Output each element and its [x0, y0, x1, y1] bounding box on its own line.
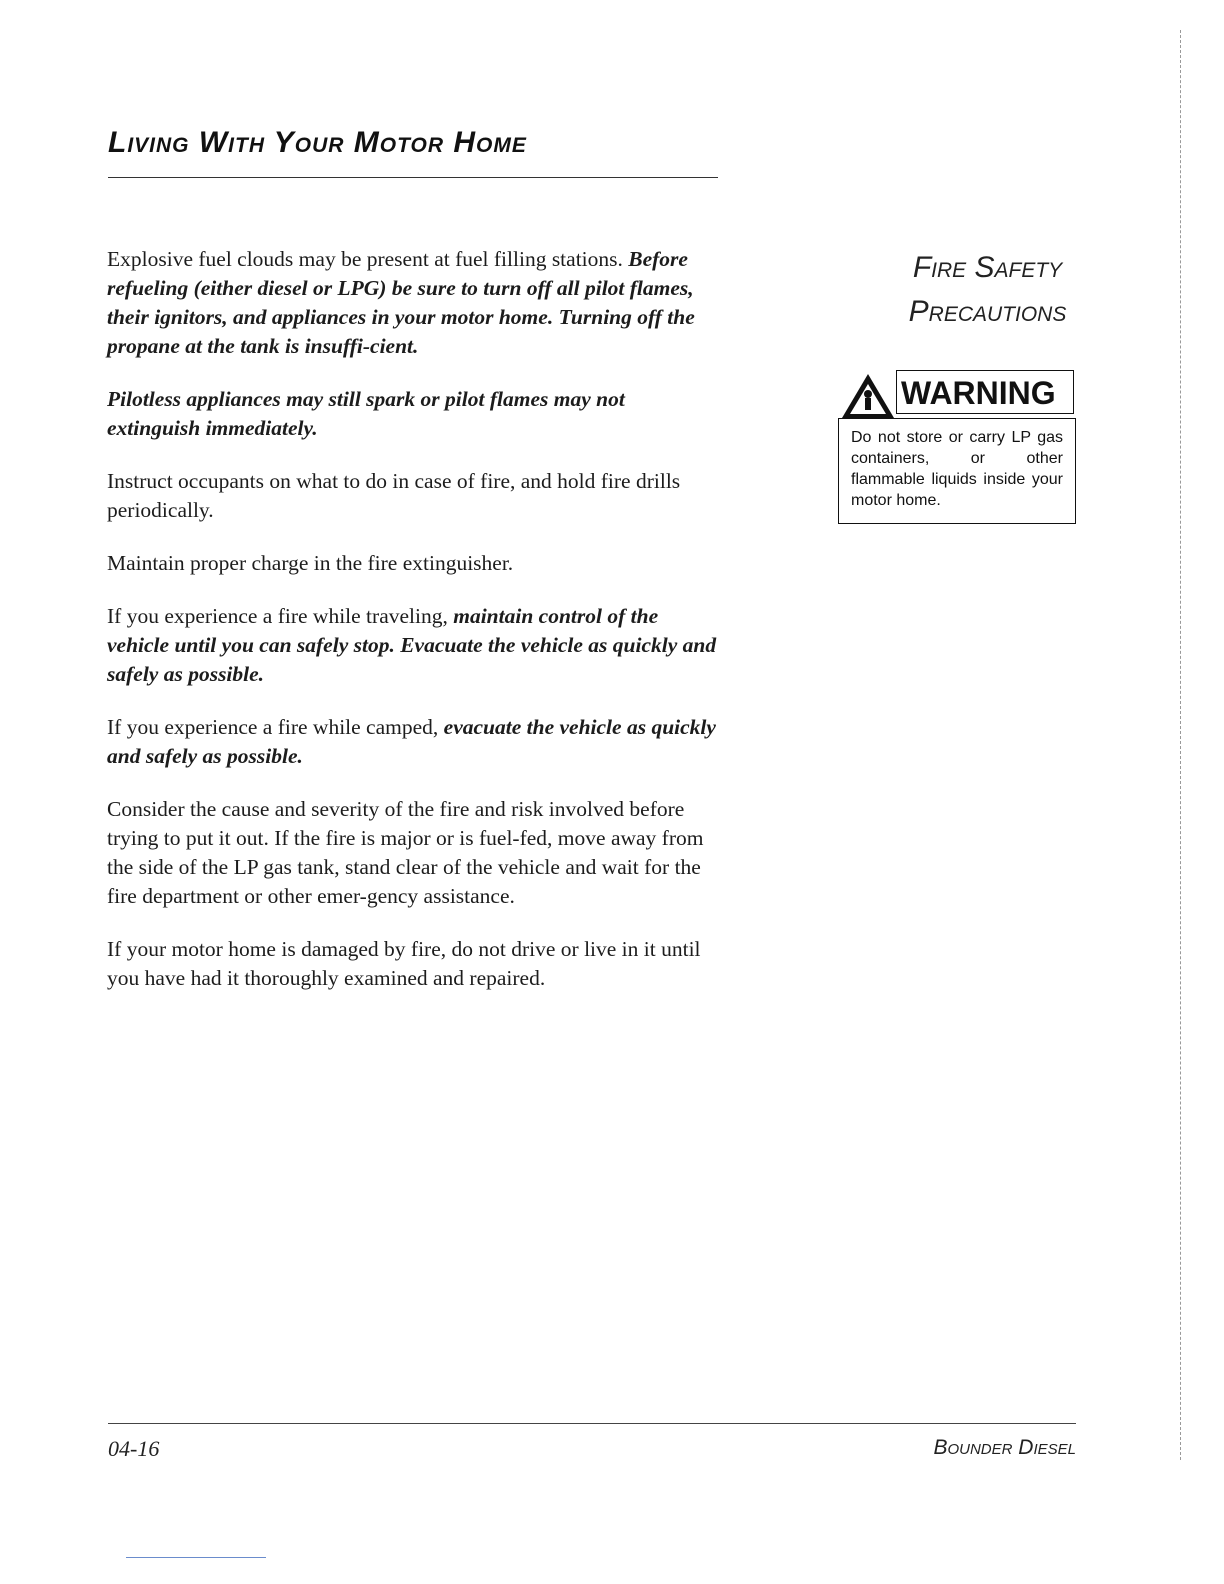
footer-rule: [108, 1423, 1076, 1424]
paragraph-pilotless: [107, 385, 719, 443]
header-rule: [108, 177, 718, 178]
page-number: 04-16: [108, 1436, 160, 1461]
scan-margin-line: [1180, 30, 1181, 1460]
paragraph-consider-cause: Consider the cause and severity of the fire and risk involved before trying to put it out. If the fire is major or is fuel-fed, move away from the side of the LP gas tank, stand clear of the vehicle and wait for the fire department or other emer-gency assistance.: [107, 797, 704, 908]
paragraph-fire-drills: Instruct occupants on what to do in case of fire, and hold fire drills periodically.: [107, 469, 681, 522]
paragraph-fuel-clouds: [107, 245, 719, 361]
paragraph-camped: [107, 713, 719, 771]
warning-triangle-icon: [840, 372, 896, 420]
paragraph-extinguisher: Maintain proper charge in the fire extinguisher.: [107, 551, 514, 575]
main-body-text: [107, 245, 719, 1017]
paragraph-damaged: If your motor home is damaged by fire, do not drive or live in it until you have had it thoroughly examined and repaired.: [107, 937, 701, 990]
warning-label: WARNING: [896, 370, 1074, 414]
warning-text: Do not store or carry LP gas containers, or other flammable liquids inside your motor home.: [838, 418, 1076, 524]
paragraph-traveling: [107, 602, 719, 689]
bottom-scan-mark: [126, 1557, 266, 1558]
paragraph-text: If you experience a fire while camped,: [107, 715, 444, 739]
page-header-title: Living With Your Motor Home: [108, 126, 527, 159]
side-heading-line1: Fire Safety: [912, 251, 1063, 284]
warning-box: [838, 370, 1076, 522]
side-heading-line2: Precautions: [908, 295, 1067, 328]
paragraph-text: Explosive fuel clouds may be present at fuel filling stations.: [107, 247, 629, 271]
footer-brand: Bounder Diesel: [933, 1436, 1076, 1459]
paragraph-emphasis: evacuate the vehicle as quickly and safely as possible.: [107, 715, 716, 768]
paragraph-emphasis: Pilotless appliances may still spark or pilot flames may not extinguish immediately.: [107, 387, 625, 440]
paragraph-emphasis: maintain control of the vehicle until you can safely stop. Evacuate the vehicle as quickly and safely as possible.: [107, 604, 717, 686]
side-heading: [860, 246, 1115, 334]
paragraph-emphasis: Before refueling (either diesel or LPG) be sure to turn off all pilot flames, their ignitors, and appliances in your motor home. Turning off the propane at the tank is insuffi-cient.: [107, 247, 695, 358]
paragraph-text: If you experience a fire while traveling,: [107, 604, 454, 628]
